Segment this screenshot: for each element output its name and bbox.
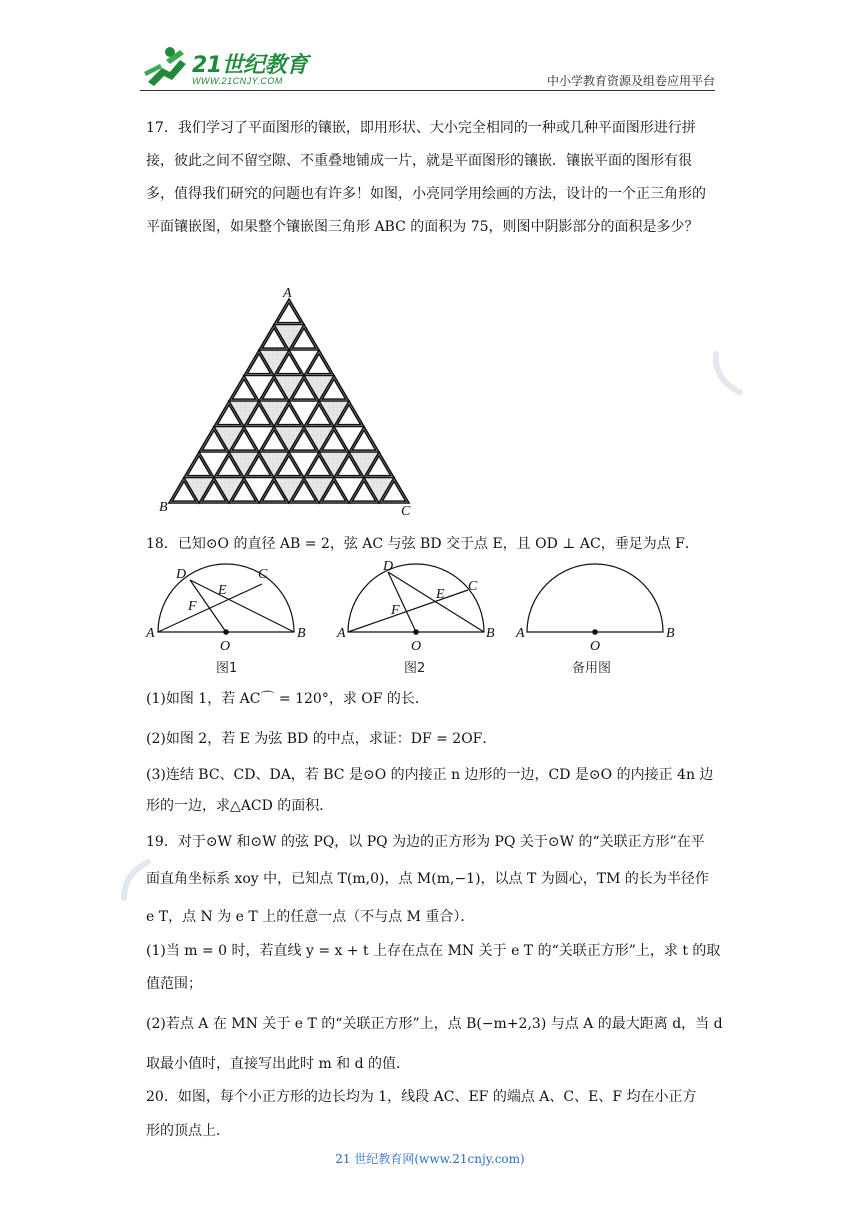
watermark-mark-left xyxy=(118,858,152,904)
q19-line2: 面直角坐标系 xoy 中，已知点 T(m,0)，点 M(m,−1)，以点 T 为圆心，TM 的长为半径作 xyxy=(146,871,709,887)
q18-caption-fig1: 图1 xyxy=(216,661,238,676)
header-divider xyxy=(140,90,715,91)
q17-text: 17．我们学习了平面图形的镶嵌，即用形状、大小完全相同的一种或几种平面图形进行拼接，彼此之间不留空隙、不重叠地铺成一片，就是平面图形的镶嵌．镶嵌平面的图形有很多，值得我们研究的问题也有许多！如图，小亮同学用绘画的方法，设计的一个正三角形的平面镶嵌图，如果整个镶嵌图三角形 ABC 的面积为 75，则图中阴影部分的面积是多少？ xyxy=(146,120,706,235)
q18-spare-a: A xyxy=(516,626,525,641)
q19-part2-line2: 取最小值时，直接写出此时 m 和 d 的值． xyxy=(146,1056,411,1072)
q18-fig2-d: D xyxy=(383,560,394,574)
q18-figures xyxy=(140,560,700,655)
logo-text: 21世纪教育 xyxy=(192,53,308,78)
q18-fig1-b: B xyxy=(297,626,306,641)
q18-fig2-f: F xyxy=(391,603,400,618)
q19-line1: 19．对于⊙W 和⊙W 的弦 PQ，以 PQ 为边的正方形为 PQ 关于⊙W 的“关联正方形”在平 xyxy=(146,834,705,850)
site-logo xyxy=(140,42,310,92)
q18-part2: (2)如图 2，若 E 为弦 BD 的中点，求证：DF = 2OF． xyxy=(146,731,497,747)
q18-fig1-e: E xyxy=(218,583,227,598)
q19-part1-line1: (1)当 m = 0 时，若直线 y = x + t 上存在点在 MN 关于 e T 的“关联正方形”上，求 t 的取 xyxy=(146,943,721,959)
q18-part1: (1)如图 1，若 AC⌒ = 120°，求 OF 的长． xyxy=(146,691,429,707)
q18-fig1-a: A xyxy=(146,626,155,641)
q18-fig1-d: D xyxy=(176,567,187,582)
q20-line2: 形的顶点上． xyxy=(146,1123,230,1139)
q18-fig2-o: O xyxy=(411,639,422,654)
q17-label-c: C xyxy=(401,504,411,519)
q18-fig2-c: C xyxy=(468,579,478,594)
page-header xyxy=(140,42,715,92)
q19-line3: e T，点 N 为 e T 上的任意一点（不与点 M 重合）． xyxy=(146,909,475,925)
q18-stem: 18．已知⊙O 的直径 AB = 2，弦 AC 与弦 BD 交于点 E，且 OD ⊥ AC，垂足为点 F． xyxy=(146,536,699,552)
platform-name: 中小学教育资源及组卷应用平台 xyxy=(546,74,715,88)
q18-fig2-b: B xyxy=(486,626,495,641)
q18-fig1-c: C xyxy=(258,567,268,582)
q17-label-b: B xyxy=(159,500,168,515)
q18-figure-2 xyxy=(348,564,484,634)
runner-logo-icon xyxy=(140,42,192,88)
q18-spare-b: B xyxy=(666,626,675,641)
q18-caption-fig2: 图2 xyxy=(404,661,426,676)
q18-figure-spare xyxy=(527,564,663,634)
q20-line1: 20．如图，每个小正方形的边长均为 1，线段 AC、EF 的端点 A、C、E、F 均在小正方 xyxy=(146,1089,697,1105)
q18-fig1-o: O xyxy=(220,639,231,654)
q19-part1-line2: 值范围； xyxy=(146,976,202,992)
watermark-mark-right xyxy=(712,350,746,396)
q18-fig2-e: E xyxy=(436,587,445,602)
q19-part2-line1: (2)若点 A 在 MN 关于 e T 的“关联正方形”上，点 B(−m+2,3) 与点 A 的最大距离 d，当 d xyxy=(146,1016,723,1032)
q18-fig1-f: F xyxy=(188,599,197,614)
q18-part3-line2: 形的一边，求△ACD 的面积． xyxy=(146,798,334,814)
q18-spare-o: O xyxy=(590,639,601,654)
q18-fig2-a: A xyxy=(337,626,346,641)
page-footer: 21 世纪教育网(www.21cnjy.com) xyxy=(335,1152,525,1166)
logo-url: WWW.21CNJY.COM xyxy=(192,76,283,86)
q18-caption-spare: 备用图 xyxy=(572,661,612,676)
q18-part3-line1: (3)连结 BC、CD、DA，若 BC 是⊙O 的内接正 n 边形的一边，CD 是⊙O 的内接正 4n 边 xyxy=(146,767,714,783)
q17-label-a: A xyxy=(283,286,292,301)
q17-tessellation-figure xyxy=(155,285,425,520)
